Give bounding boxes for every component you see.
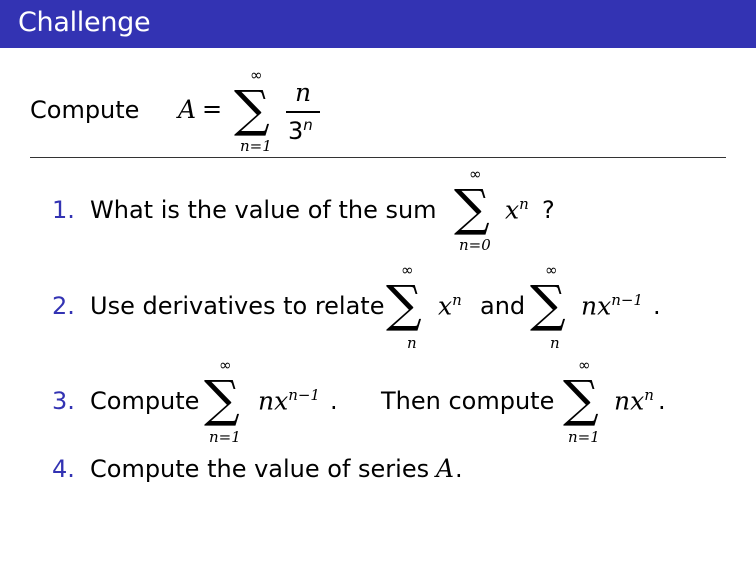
title-bar xyxy=(0,0,756,48)
item-text: Compute xyxy=(90,387,200,415)
period: . xyxy=(653,292,661,320)
math-expression: $nx^n$ xyxy=(614,386,654,416)
period: . xyxy=(658,387,666,415)
sum-upper-limit: ∞ xyxy=(219,356,232,374)
sum-upper-limit: ∞ xyxy=(469,165,482,183)
sigma-symbol: ∑ xyxy=(563,370,599,428)
var-a: A xyxy=(436,454,455,483)
sum-lower-limit: n=1 xyxy=(568,428,600,446)
sum-upper-limit: ∞ xyxy=(578,356,591,374)
item-number: 3. xyxy=(52,387,75,415)
math-expression: $nx^{n-1}$ xyxy=(258,386,320,416)
sigma-symbol: ∑ xyxy=(204,370,240,428)
var-a: A xyxy=(178,95,197,124)
sum-upper-limit: ∞ xyxy=(401,261,414,279)
item-text: What is the value of the sum xyxy=(90,196,437,224)
fraction-denominator: 3$^n$ xyxy=(288,116,313,145)
math-expression: $nx^{n-1}$ xyxy=(581,291,643,321)
slide-title: Challenge xyxy=(18,7,151,38)
question-mark: ? xyxy=(542,196,555,224)
item-text: Compute the value of series xyxy=(90,455,430,483)
divider-line xyxy=(30,157,726,158)
sigma-symbol: ∑ xyxy=(530,275,566,333)
sigma-symbol: ∑ xyxy=(234,80,270,138)
item-text: Use derivatives to relate xyxy=(90,292,385,320)
math-expression: $x^n$ xyxy=(505,195,529,225)
math-expression: $x^n$ xyxy=(438,291,462,321)
sum-lower-limit: n xyxy=(550,334,560,352)
sigma-symbol: ∑ xyxy=(386,275,422,333)
fraction-bar xyxy=(286,111,320,113)
equals-sign: = xyxy=(202,95,223,123)
fraction-numerator: n xyxy=(295,78,312,107)
then-compute-text: Then compute xyxy=(381,387,555,415)
sum-lower-limit: n xyxy=(407,334,417,352)
and-word: and xyxy=(480,292,526,320)
sum-lower-limit: n=1 xyxy=(240,137,272,155)
item-number: 4. xyxy=(52,455,75,483)
sum-lower-limit: n=0 xyxy=(459,236,491,254)
item-number: 1. xyxy=(52,196,75,224)
period: . xyxy=(455,455,463,483)
compute-label: Compute xyxy=(30,96,140,124)
period: . xyxy=(330,387,338,415)
item-number: 2. xyxy=(52,292,75,320)
sigma-symbol: ∑ xyxy=(454,179,490,237)
sum-upper-limit: ∞ xyxy=(250,66,263,84)
sum-lower-limit: n=1 xyxy=(209,428,241,446)
sum-upper-limit: ∞ xyxy=(545,261,558,279)
